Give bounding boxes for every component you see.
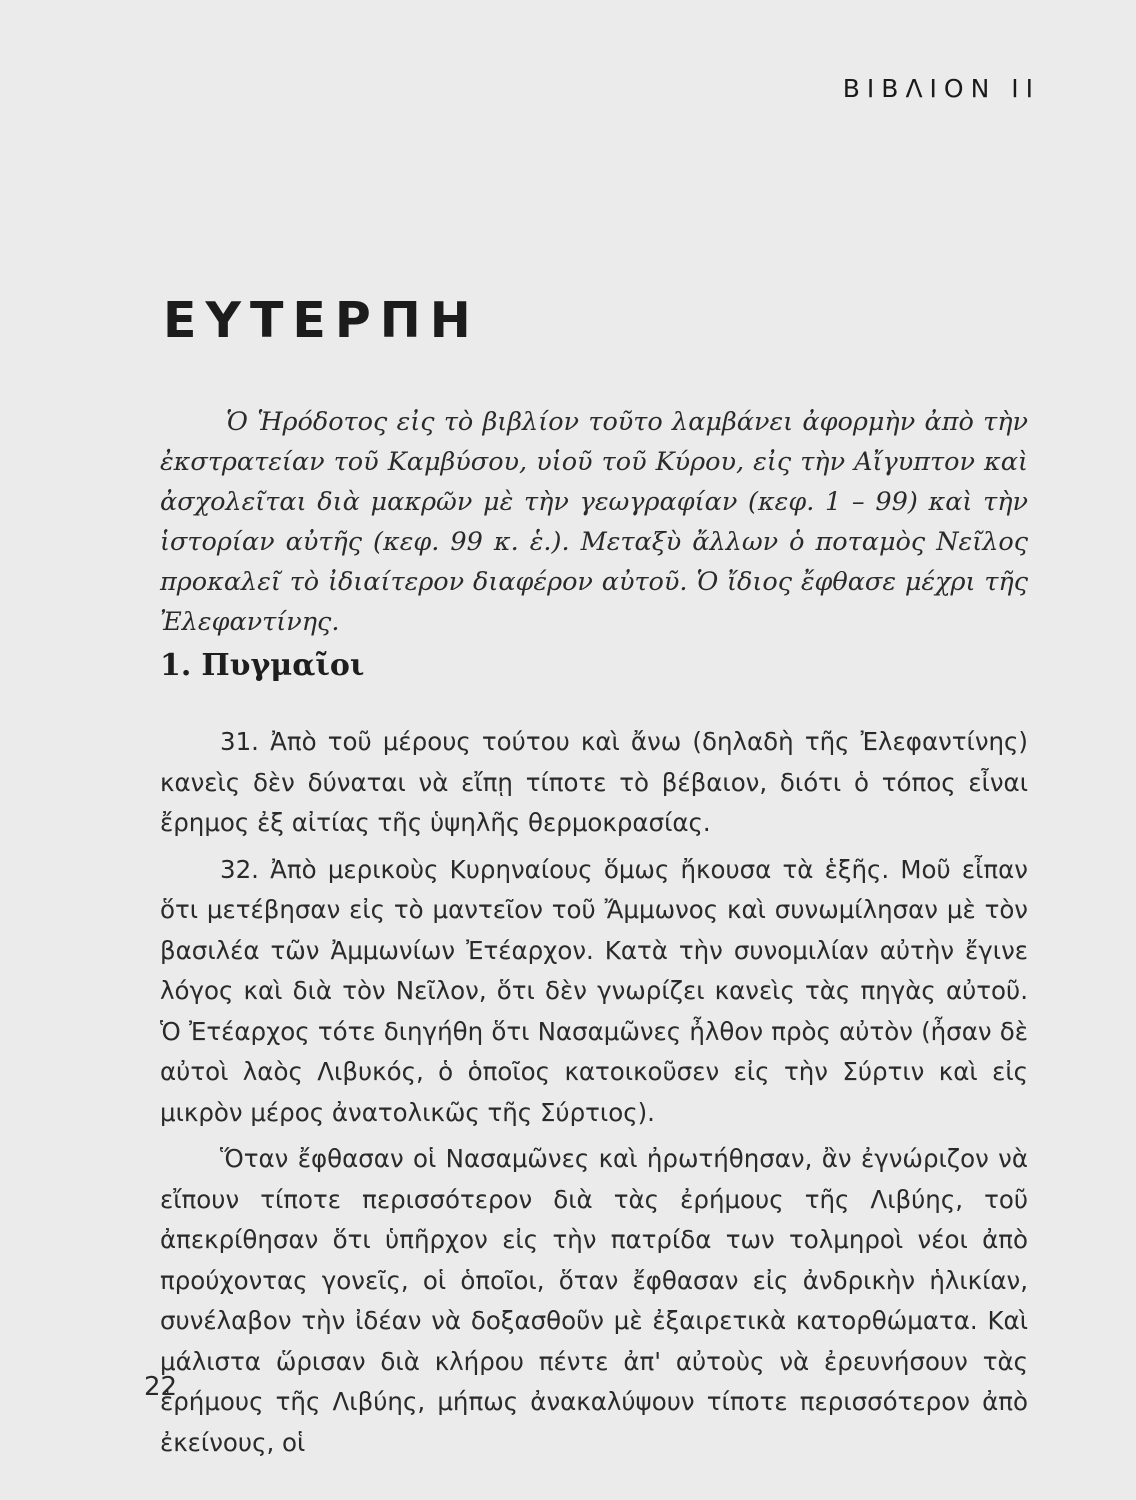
body-text [160, 722, 1028, 1469]
intro-summary [160, 402, 1028, 642]
intro-paragraph: Ὁ Ἡρόδοτος εἰς τὸ βιβλίον τοῦτο λαμβάνει ἀφορμὴν ἀπὸ τὴν ἐκστρατείαν τοῦ Καμβύσου, υἱοῦ τοῦ Κύρου, εἰς τὴν Αἴγυπτον καὶ ἀσχολεῖται διὰ μακρῶν μὲ τὴν γεωγραφίαν (κεφ. 1 – 99) καὶ τὴν ἱστορίαν αὐτῆς (κεφ. 99 κ. ἑ.). Μεταξὺ ἄλλων ὁ ποταμὸς Νεῖλος προκαλεῖ τὸ ἰδιαίτερον διαφέρον αὐτοῦ. Ὁ ἴδιος ἔφθασε μέχρι τῆς Ἐλεφαντίνης. [160, 407, 1028, 637]
section-heading [160, 648, 364, 683]
running-head: ΒΙΒΛΙΟΝ ΙΙ [842, 74, 1040, 103]
book-title: ΕΥΤΕΡΠΗ [163, 292, 480, 349]
paragraph-32-continued: Ὅταν ἔφθασαν οἱ Νασαμῶνες καὶ ἠρωτήθησαν, ἂν ἐγνώριζον νὰ εἴπουν τίποτε περισσότερον διὰ τὰς ἐρήμους τῆς Λιβύης, τοῦ ἀπεκρίθησαν ὅτι ὑπῆρχον εἰς τὴν πατρίδα των τολμηροὶ νέοι ἀπὸ προύχοντας γονεῖς, οἱ ὁποῖοι, ὅταν ἔφθασαν εἰς ἀνδρικὴν ἡλικίαν, συνέλαβον τὴν ἰδέαν νὰ δοξασθοῦν μὲ ἐξαιρετικὰ κατορθώματα. Καὶ μάλιστα ὥρισαν διὰ κλήρου πέντε ἀπ' αὐτοὺς νὰ ἐρευνήσουν τὰς ἐρήμους τῆς Λιβύης, μήπως ἀνακαλύψουν τίποτε περισσότερον ἀπὸ ἐκείνους, οἱ [160, 1144, 1028, 1457]
paragraph-32: 32. Ἀπὸ μερικοὺς Κυρηναίους ὅμως ἤκουσα τὰ ἑξῆς. Μοῦ εἶπαν ὅτι μετέβησαν εἰς τὸ μαντεῖον τοῦ Ἄμμωνος καὶ συνωμίλησαν μὲ τὸν βασιλέα τῶν Ἀμμωνίων Ἐτέαρχον. Κατὰ τὴν συνομιλίαν αὐτὴν ἔγινε λόγος καὶ διὰ τὸν Νεῖλον, ὅτι δὲν γνωρίζει κανεὶς τὰς πηγὰς αὐτοῦ. Ὁ Ἐτέαρχος τότε διηγήθη ὅτι Νασαμῶνες ἦλθον πρὸς αὐτὸν (ἦσαν δὲ αὐτοὶ λαὸς Λιβυκός, ὁ ὁποῖος κατοικοῦσεν εἰς τὴν Σύρτιν καὶ εἰς μικρὸν μέρος ἀνατολικῶς τῆς Σύρτιος). [160, 854, 1028, 1127]
page-number: 22 [144, 1372, 178, 1402]
paragraph-31: 31. Ἀπὸ τοῦ μέρους τούτου καὶ ἄνω (δηλαδὴ τῆς Ἐλεφαντίνης) κανεὶς δὲν δύναται νὰ εἴπῃ τίποτε τὸ βέβαιον, διότι ὁ τόπος εἶναι ἔρημος ἐξ αἰτίας τῆς ὑψηλῆς θερμοκρασίας. [160, 727, 1028, 837]
section-number: 1. [160, 648, 192, 683]
section-title: Πυγμαῖοι [201, 648, 365, 683]
